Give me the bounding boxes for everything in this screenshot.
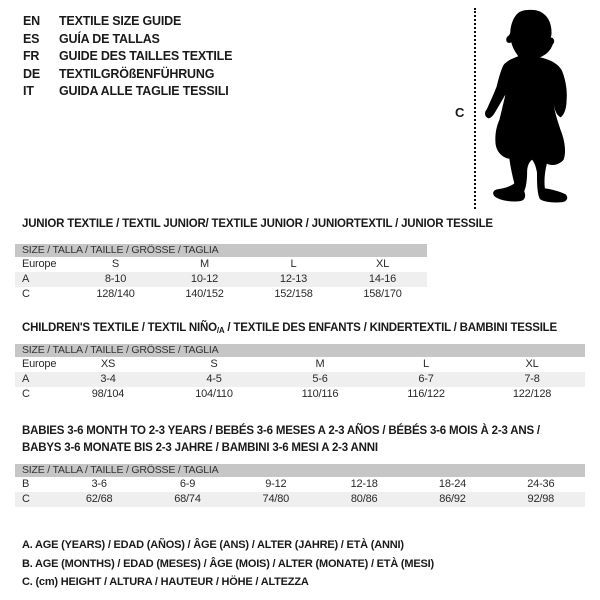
table-row xyxy=(15,357,585,372)
table-cell: 12-18 xyxy=(350,478,378,490)
children-section-title xyxy=(22,322,557,334)
table-cell: 68/74 xyxy=(174,493,201,505)
table-row xyxy=(15,372,585,387)
section-title-text: / TEXTILE DES ENFANTS / KINDERTEXTIL / BAMBINI TESSILE xyxy=(224,322,557,334)
section-title-text: BABYS 3-6 MONATE BIS 2-3 JAHRE / BAMBINI 3-6 MESI A 2-3 ANNI xyxy=(22,441,378,454)
table-cell: 12-13 xyxy=(279,273,308,285)
section-title-line xyxy=(22,218,493,230)
language-code: ES xyxy=(23,31,40,46)
table-cell: 8-10 xyxy=(104,273,127,285)
footnote-line: C. (cm) HEIGHT / ALTURA / HAUTEUR / HÖHE / ALTEZZA xyxy=(22,576,309,588)
babies-size-table xyxy=(15,464,585,507)
table-cell: 122/128 xyxy=(512,388,552,400)
language-row xyxy=(23,13,232,31)
row-label: Europe xyxy=(22,258,57,270)
table-cell: XL xyxy=(375,258,390,270)
table-cell: S xyxy=(210,358,218,370)
language-code: FR xyxy=(23,49,40,64)
table-cell: 152/158 xyxy=(274,288,313,300)
height-reference-dotted-line xyxy=(474,8,476,209)
table-row xyxy=(15,272,427,287)
junior-section-title xyxy=(22,218,493,230)
table-cell: 7-8 xyxy=(524,373,540,385)
table-cell: 104/110 xyxy=(195,388,233,400)
table-cell: 3-4 xyxy=(100,373,116,385)
babies-section-title xyxy=(22,423,540,456)
language-guide-title: GUÍA DE TALLAS xyxy=(59,31,160,46)
table-cell: 110/116 xyxy=(301,388,339,400)
toddler-silhouette-icon xyxy=(481,3,591,210)
table-header-bar: SIZE / TALLA / TAILLE / GRÖSSE / TAGLIA xyxy=(15,244,427,257)
table-cell: L xyxy=(290,258,297,270)
table-cell: XS xyxy=(100,358,116,370)
table-row xyxy=(15,492,585,507)
table-cell: 5-6 xyxy=(312,373,328,385)
language-row xyxy=(23,31,232,49)
table-cell: 158/170 xyxy=(363,288,402,300)
language-guide-title: GUIDA ALLE TAGLIE TESSILI xyxy=(59,84,229,99)
language-guide-title: TEXTILGRÖßENFÜHRUNG xyxy=(59,66,215,81)
footnote-line: B. AGE (MONTHS) / EDAD (MESES) / ÂGE (MOIS) / ALTER (MONATE) / ETÀ (MESI) xyxy=(22,557,434,570)
table-cell: M xyxy=(200,258,209,270)
language-code: IT xyxy=(23,84,34,99)
table-row xyxy=(15,387,585,402)
table-row xyxy=(15,287,427,302)
table-cell: 140/152 xyxy=(185,288,224,300)
language-list xyxy=(23,13,232,101)
row-label: C xyxy=(22,288,30,300)
row-label: B xyxy=(22,478,30,490)
language-code: DE xyxy=(23,66,40,81)
table-cell: L xyxy=(423,358,429,370)
table-row xyxy=(15,477,585,492)
table-cell: 14-16 xyxy=(368,273,397,285)
row-label: A xyxy=(22,273,30,285)
table-cell: XL xyxy=(525,358,539,370)
row-label: Europe xyxy=(22,358,57,370)
section-title-text: BABIES 3-6 MONTH TO 2-3 YEARS / BEBÉS 3-6 MESES A 2-3 AÑOS / BÉBÉS 3-6 MOIS À 2-3 ANS / xyxy=(22,425,540,437)
table-cell: 24-36 xyxy=(527,478,555,490)
section-title-line xyxy=(22,423,540,440)
table-cell: 80/86 xyxy=(350,493,378,505)
table-cell: 18-24 xyxy=(438,478,467,490)
row-label: C xyxy=(22,493,30,505)
table-cell: 116/122 xyxy=(407,388,445,400)
table-cell: 3-6 xyxy=(91,478,107,490)
junior-size-table xyxy=(15,244,427,302)
table-cell: 98/104 xyxy=(91,388,125,400)
table-cell: 128/140 xyxy=(96,288,135,300)
section-title-text: /A xyxy=(216,326,225,335)
table-cell: M xyxy=(315,358,325,370)
language-row xyxy=(23,66,232,84)
language-code: EN xyxy=(23,14,40,28)
table-cell: 6-7 xyxy=(418,373,434,385)
table-header-bar: SIZE / TALLA / TAILLE / GRÖSSE / TAGLIA xyxy=(15,464,585,477)
section-title-line xyxy=(22,440,540,457)
height-measure-label: C xyxy=(455,105,465,120)
table-cell: 9-12 xyxy=(265,478,287,490)
section-title-text: JUNIOR TEXTILE / TEXTIL JUNIOR/ TEXTILE JUNIOR / JUNIORTEXTIL / JUNIOR TESSILE xyxy=(22,218,493,230)
section-title-text: CHILDREN'S TEXTILE / TEXTIL NIÑO xyxy=(22,322,217,334)
footnote-line: A. AGE (YEARS) / EDAD (AÑOS) / ÂGE (ANS) / ALTER (JAHRE) / ETÀ (ANNI) xyxy=(22,539,404,551)
table-cell: 92/98 xyxy=(527,493,555,505)
table-cell: 4-5 xyxy=(206,373,222,385)
row-label: A xyxy=(22,373,30,385)
table-cell: 62/68 xyxy=(85,493,113,505)
table-cell: 74/80 xyxy=(262,493,290,505)
table-cell: 86/92 xyxy=(439,493,466,505)
table-cell: 10-12 xyxy=(190,273,219,285)
table-cell: S xyxy=(111,258,120,270)
legend-footnotes xyxy=(22,536,434,592)
row-label: C xyxy=(22,388,30,400)
language-guide-title: TEXTILE SIZE GUIDE xyxy=(59,14,182,28)
table-cell: 6-9 xyxy=(179,478,196,490)
children-size-table xyxy=(15,344,585,402)
table-header-bar: SIZE / TALLA / TAILLE / GRÖSSE / TAGLIA xyxy=(15,344,585,357)
section-title-line xyxy=(22,322,557,334)
language-guide-title: GUIDE DES TAILLES TEXTILE xyxy=(59,49,233,64)
language-row xyxy=(23,83,232,101)
language-row xyxy=(23,48,232,66)
table-row xyxy=(15,257,427,272)
